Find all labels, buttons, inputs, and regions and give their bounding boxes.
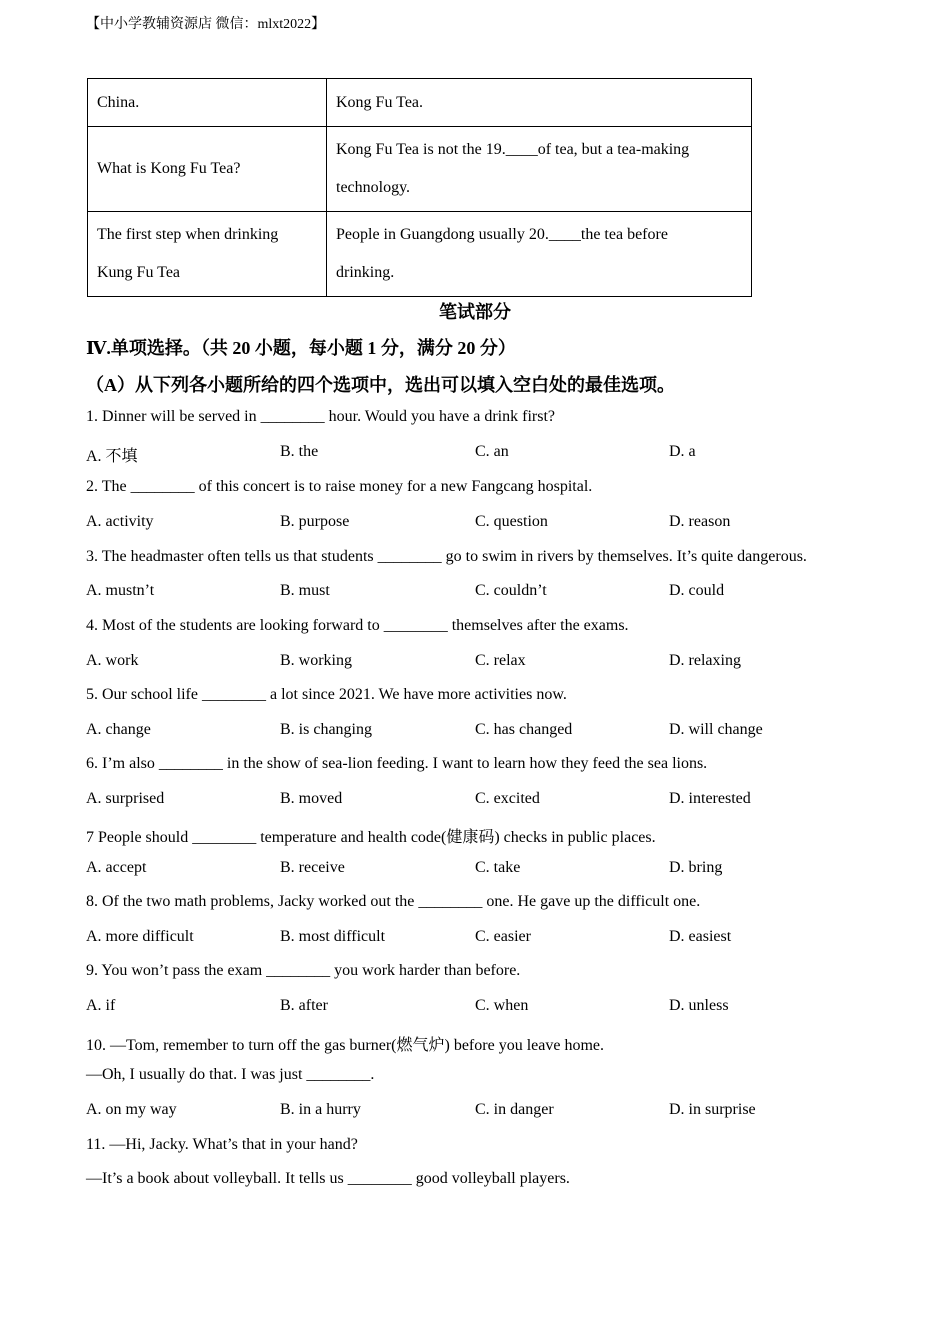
option-c: C. in danger — [475, 1101, 554, 1118]
option-d: D. bring — [669, 859, 723, 876]
options-row — [86, 859, 866, 881]
options-row — [86, 513, 866, 535]
option-a: A. mustn’t — [86, 582, 155, 599]
question-text: 11. —Hi, Jacky. What’s that in your hand? — [86, 1136, 358, 1153]
info-table — [87, 78, 752, 297]
question-text: 9. You won’t pass the exam ________ you work harder than before. — [86, 962, 521, 979]
option-b: B. the — [280, 443, 319, 460]
cell-line: Kong Fu Tea is not the 19.____of tea, but a tea-making — [336, 141, 690, 158]
options-row — [86, 1101, 866, 1123]
cell-line: The first step when drinking — [97, 226, 279, 243]
option-b: B. most difficult — [280, 928, 386, 945]
option-c: C. easier — [475, 928, 531, 945]
question-text-reply: —It’s a book about volleyball. It tells us ________ good volleyball players. — [86, 1170, 570, 1187]
option-b: B. is changing — [280, 721, 372, 738]
options-row — [86, 928, 866, 950]
question-text: 7 People should ________ temperature and health code(健康码) checks in public places. — [86, 829, 656, 846]
part-heading: Ⅳ.单项选择。（共 20 小题，每小题 1 分，满分 20 分） — [86, 338, 516, 358]
question-text: 6. I’m also ________ in the show of sea-lion feeding. I want to learn how they feed the sea lions. — [86, 755, 708, 772]
option-d: D. easiest — [669, 928, 732, 945]
option-a: A. work — [86, 652, 139, 669]
question-text: 3. The headmaster often tells us that students ________ go to swim in rivers by themselves. It’s quite dangerous. — [86, 548, 807, 565]
table-row — [88, 127, 752, 212]
options-row — [86, 997, 866, 1019]
option-c: C. take — [475, 859, 521, 876]
option-a: A. more difficult — [86, 928, 194, 945]
option-b: B. in a hurry — [280, 1101, 361, 1118]
option-d: D. a — [669, 443, 696, 460]
question-text: 10. —Tom, remember to turn off the gas burner(燃气炉) before you leave home. — [86, 1037, 604, 1054]
option-c: C. has changed — [475, 721, 573, 738]
option-c: C. couldn’t — [475, 582, 547, 599]
section-title: 笔试部分 — [439, 302, 511, 322]
table-cell: Kong Fu Tea. — [327, 79, 752, 127]
option-a: A. on my way — [86, 1101, 177, 1118]
option-c: C. excited — [475, 790, 540, 807]
option-b: B. must — [280, 582, 330, 599]
cell-line: People in Guangdong usually 20.____the tea before — [336, 226, 668, 243]
options-row — [86, 652, 866, 674]
option-c: C. when — [475, 997, 529, 1014]
option-a: A. if — [86, 997, 116, 1014]
option-b: B. purpose — [280, 513, 350, 530]
option-a: A. surprised — [86, 790, 165, 807]
options-row — [86, 790, 866, 812]
option-d: D. could — [669, 582, 725, 599]
table-row — [88, 79, 752, 127]
option-b: B. receive — [280, 859, 345, 876]
page-header: 【中小学教辅资源店 微信：mlxt2022】 — [86, 17, 326, 32]
option-d: D. reason — [669, 513, 731, 530]
option-d: D. in surprise — [669, 1101, 756, 1118]
table-cell: China. — [88, 79, 327, 127]
option-a: A. activity — [86, 513, 154, 530]
cell-line: drinking. — [336, 264, 395, 281]
option-d: D. will change — [669, 721, 763, 738]
table-cell — [327, 212, 752, 297]
option-a: A. change — [86, 721, 151, 738]
option-c: C. relax — [475, 652, 526, 669]
question-text: 1. Dinner will be served in ________ hour. Would you have a drink first? — [86, 408, 555, 425]
option-b: B. after — [280, 997, 328, 1014]
table-cell — [327, 127, 752, 212]
option-b: B. working — [280, 652, 352, 669]
cell-line: Kung Fu Tea — [97, 264, 181, 281]
option-d: D. interested — [669, 790, 751, 807]
table-cell — [88, 212, 327, 297]
question-text-reply: —Oh, I usually do that. I was just ________. — [86, 1066, 375, 1083]
options-row — [86, 721, 866, 743]
sub-heading: （A）从下列各小题所给的四个选项中，选出可以填入空白处的最佳选项。 — [86, 375, 675, 395]
question-text: 5. Our school life ________ a lot since 2021. We have more activities now. — [86, 686, 567, 703]
question-text: 8. Of the two math problems, Jacky worked out the ________ one. He gave up the difficult one. — [86, 893, 701, 910]
option-d: D. unless — [669, 997, 729, 1014]
option-d: D. relaxing — [669, 652, 741, 669]
option-b: B. moved — [280, 790, 343, 807]
option-a: A. 不填 — [86, 448, 138, 465]
options-row — [86, 443, 866, 465]
options-row — [86, 582, 866, 604]
option-c: C. an — [475, 443, 509, 460]
table-cell: What is Kong Fu Tea? — [88, 127, 327, 212]
option-c: C. question — [475, 513, 548, 530]
cell-line: technology. — [336, 179, 411, 196]
question-text: 4. Most of the students are looking forward to ________ themselves after the exams. — [86, 617, 629, 634]
option-a: A. accept — [86, 859, 147, 876]
table-row — [88, 212, 752, 297]
question-text: 2. The ________ of this concert is to raise money for a new Fangcang hospital. — [86, 478, 593, 495]
